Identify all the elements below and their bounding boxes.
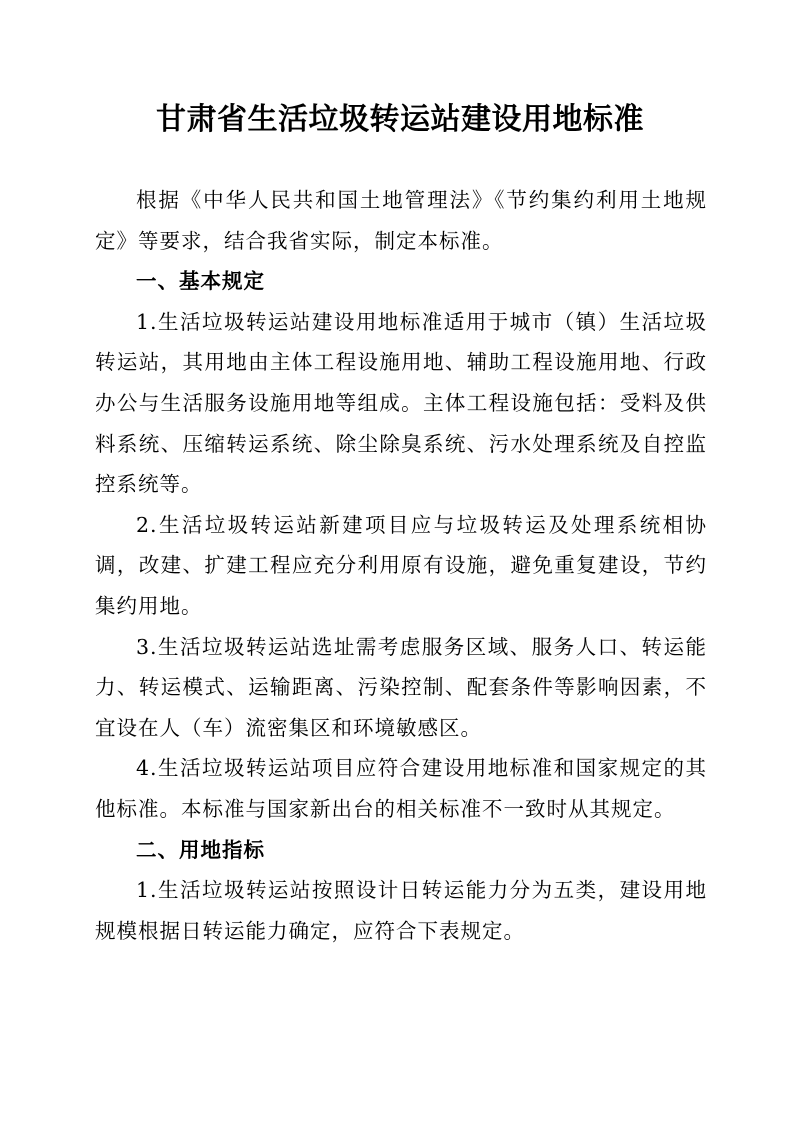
intro-paragraph: 根据《中华人民共和国土地管理法》《节约集约利用土地规定》等要求，结合我省实际，制定本标准。 [95,188,707,253]
section-heading-basic-provisions: 一、基本规定 [136,269,265,294]
provision-item-4: 4.生活垃圾转运站项目应符合建设用地标准和国家规定的其他标准。本标准与国家新出台的相关标准不一致时从其规定。 [95,756,707,821]
provision-item-3: 3.生活垃圾转运站选址需考虑服务区域、服务人口、转运能力、转运模式、运输距离、污染控制、配套条件等影响因素，不宜设在人（车）流密集区和环境敏感区。 [95,634,707,740]
document-title: 甘肃省生活垃圾转运站建设用地标准 [156,102,644,137]
document-body [95,180,707,951]
section-heading-land-indicators: 二、用地指标 [136,837,265,862]
indicator-item-1: 1.生活垃圾转运站按照设计日转运能力分为五类，建设用地规模根据日转运能力确定，应符合下表规定。 [95,878,707,943]
provision-item-1: 1.生活垃圾转运站建设用地标准适用于城市（镇）生活垃圾转运站，其用地由主体工程设施用地、辅助工程设施用地、行政办公与生活服务设施用地等组成。主体工程设施包括：受料及供料系统、压缩转运系统、除尘除臭系统、污水处理系统及自控监控系统等。 [95,309,707,497]
provision-item-2: 2.生活垃圾转运站新建项目应与垃圾转运及处理系统相协调，改建、扩建工程应充分利用原有设施，避免重复建设，节约集约用地。 [95,512,707,618]
